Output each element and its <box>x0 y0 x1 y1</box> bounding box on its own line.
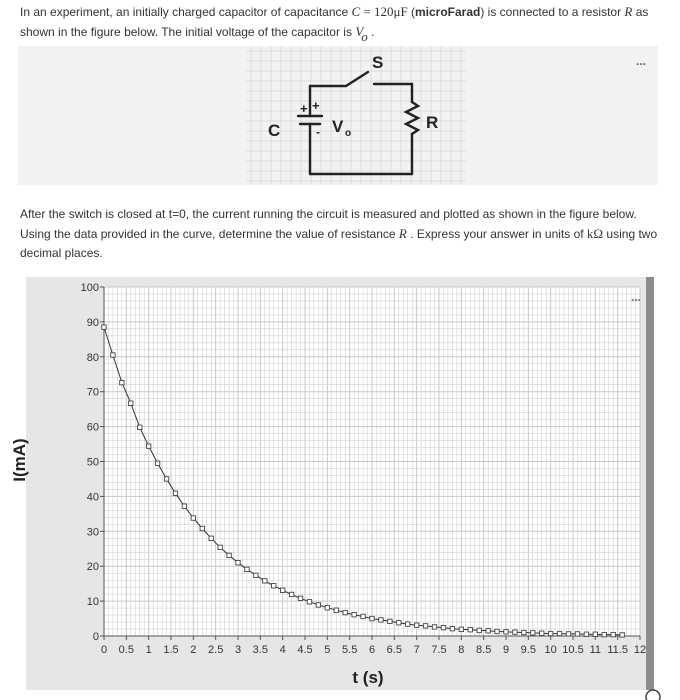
y-tick-label: 60 <box>86 421 99 434</box>
data-point <box>441 625 445 629</box>
y-tick-label: 0 <box>92 631 99 643</box>
y-tick-label: 30 <box>86 526 99 539</box>
data-point <box>334 608 338 612</box>
x-axis-label: t (s) <box>352 668 384 687</box>
data-point <box>352 613 356 617</box>
data-point <box>325 606 329 610</box>
data-point <box>459 627 463 631</box>
data-point <box>602 632 606 636</box>
problem-intro: In an experiment, an initially charged capacitor of capacitance C = 120μF (microFarad) is connected to a resistor R as shown in the figure below. The initial voltage of the capacitor is Vo . <box>20 4 649 44</box>
data-point <box>191 516 195 520</box>
data-point <box>289 592 293 596</box>
data-point <box>468 628 472 632</box>
y-tick-label: 90 <box>86 316 99 329</box>
y-tick-label: 20 <box>86 561 99 574</box>
data-point <box>540 631 544 635</box>
current-chart <box>26 277 666 700</box>
data-point <box>504 630 508 634</box>
data-point <box>522 630 526 634</box>
switch-label: S <box>372 53 384 72</box>
data-point <box>272 584 276 588</box>
data-point <box>307 600 311 604</box>
y-axis-label: I(mA) <box>10 438 29 482</box>
x-tick-label: 5 <box>324 644 331 656</box>
data-point <box>111 353 115 357</box>
x-tick-label: 3.5 <box>252 644 268 656</box>
circuit-figure <box>18 46 658 185</box>
x-tick-label: 2.5 <box>208 644 224 656</box>
x-tick-label: 9.5 <box>520 644 536 656</box>
x-tick-label: 8.5 <box>476 644 492 656</box>
data-point <box>280 588 284 592</box>
data-point <box>316 603 320 607</box>
minus-sign: - <box>316 125 320 139</box>
voltage-subscript: o <box>345 128 352 139</box>
data-point <box>379 618 383 622</box>
data-point <box>173 491 177 495</box>
x-tick-label: 0 <box>100 644 108 656</box>
problem-question: After the switch is closed at t=0, the current running the circuit is measured and plotted as shown in the figure below. Using the data provided in the curve, determine the value of resistance R . Express your answer in units of kΩ using two decimal places. <box>20 207 658 260</box>
data-point <box>495 629 499 633</box>
data-point <box>155 461 159 465</box>
data-point <box>298 596 302 600</box>
data-point <box>477 628 481 632</box>
x-tick-label: 0.5 <box>118 644 134 656</box>
y-tick-label: 70 <box>86 386 99 399</box>
chart-scrollbar[interactable] <box>646 277 654 690</box>
x-tick-label: 7 <box>413 644 420 656</box>
capacitance-symbol: C <box>351 4 361 19</box>
y-tick-label: 80 <box>86 351 99 364</box>
chart-canvas <box>26 277 666 700</box>
data-point <box>432 625 436 629</box>
data-point <box>146 444 150 448</box>
data-point <box>388 619 392 623</box>
data-point <box>557 631 561 635</box>
data-point <box>423 624 427 628</box>
plus-sign-2: + <box>312 98 320 113</box>
x-tick-label: 11.5 <box>607 644 628 656</box>
grid-lines <box>104 287 640 636</box>
data-point <box>486 629 490 633</box>
y-tick-label: 40 <box>86 491 99 504</box>
data-point <box>263 579 267 583</box>
x-tick-label: 10 <box>544 644 557 656</box>
data-point <box>584 632 588 636</box>
resistor-label: R <box>426 113 439 132</box>
data-point <box>513 630 517 634</box>
x-tick-label: 8 <box>458 644 465 656</box>
x-tick-label: 12 <box>633 644 647 656</box>
x-tick-label: 3 <box>234 644 242 656</box>
data-point <box>120 380 124 384</box>
data-point <box>548 631 552 635</box>
plus-sign-1: + <box>300 101 308 116</box>
data-point <box>200 526 204 530</box>
data-point <box>620 633 624 637</box>
data-point <box>370 616 374 620</box>
y-tick-label: 10 <box>86 596 99 609</box>
data-point <box>343 610 347 614</box>
data-point <box>129 401 133 405</box>
x-tick-label: 4.5 <box>297 644 313 656</box>
more-options-icon[interactable]: ... <box>635 54 646 68</box>
data-point <box>575 632 579 636</box>
data-point <box>102 325 106 329</box>
data-point <box>236 561 240 565</box>
data-point <box>406 622 410 626</box>
x-tick-label: 7.5 <box>431 644 447 656</box>
data-point <box>611 632 615 636</box>
capacitor-label: C <box>268 121 281 140</box>
data-point <box>164 477 168 481</box>
voltage-label: V <box>332 117 344 136</box>
data-point <box>361 614 365 618</box>
data-point <box>209 536 213 540</box>
data-point <box>414 623 418 627</box>
data-point <box>593 632 597 636</box>
x-tick-label: 2 <box>190 644 197 656</box>
x-tick-label: 5.5 <box>342 644 358 656</box>
x-tick-label: 6 <box>368 644 376 656</box>
data-point <box>450 626 454 630</box>
circuit-diagram <box>246 46 466 185</box>
chart-more-options-icon[interactable]: ... <box>631 290 642 304</box>
data-point <box>397 621 401 625</box>
data-point <box>531 631 535 635</box>
x-tick-label: 4 <box>279 644 286 656</box>
corner-badge-icon <box>646 690 660 700</box>
x-tick-label: 9 <box>502 644 510 656</box>
x-tick-label: 1 <box>145 644 152 656</box>
circuit-wires <box>298 72 418 174</box>
data-point <box>245 567 249 571</box>
y-tick-label: 100 <box>80 282 99 294</box>
data-point <box>227 553 231 557</box>
x-tick-label: 10.5 <box>562 644 584 656</box>
x-tick-label: 6.5 <box>386 644 402 656</box>
data-point <box>182 504 186 508</box>
data-point <box>254 573 258 577</box>
x-tick-label: 1.5 <box>163 644 179 656</box>
x-tick-label: 11 <box>589 644 602 656</box>
data-point <box>566 632 570 636</box>
data-point <box>218 545 222 549</box>
y-tick-label: 50 <box>86 456 99 469</box>
data-point <box>138 425 142 429</box>
